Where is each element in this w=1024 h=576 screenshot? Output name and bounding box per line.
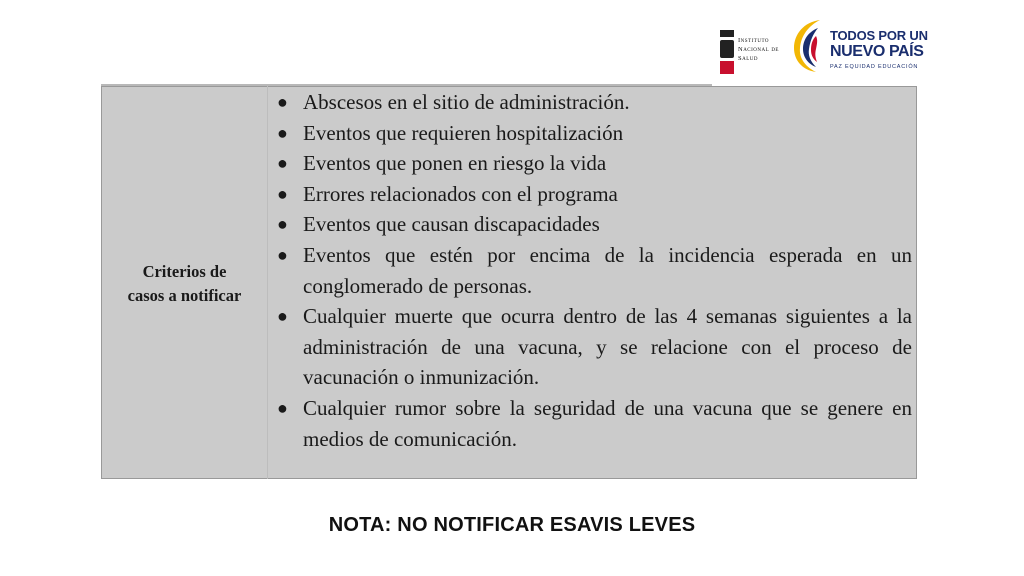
list-item: ● Eventos que ponen en riesgo la vida — [272, 148, 912, 179]
bullet-icon: ● — [277, 397, 288, 418]
criteria-list — [272, 87, 912, 454]
bullet-icon: ● — [277, 153, 288, 174]
list-item: ● Abscesos en el sitio de administración. — [272, 87, 912, 118]
bullet-icon: ● — [277, 122, 288, 143]
logo-line-2: NUEVO PAÍS — [830, 43, 924, 60]
logo-line-1: TODOS POR UN — [830, 28, 928, 43]
list-item: ● Eventos que causan discapacidades — [272, 209, 912, 240]
list-item: ● Eventos que estén por encima de la incidencia esperada en un conglomerado de personas. — [272, 240, 912, 301]
ins-logo-text: Instituto Nacional de Salud — [738, 37, 779, 62]
criteria-label-cell — [101, 260, 268, 308]
label-line-1: Criterios de — [142, 262, 227, 281]
label-line-2: casos a notificar — [127, 286, 242, 305]
bullet-icon: ● — [277, 306, 288, 327]
header-logos — [712, 0, 1024, 88]
bullet-icon: ● — [277, 92, 288, 112]
list-item: ● Cualquier muerte que ocurra dentro de las 4 semanas siguientes a la administración de una vacuna, y se relacione con el proceso de vacunación o inmunización. — [272, 301, 912, 393]
list-item: ● Errores relacionados con el programa — [272, 179, 912, 210]
ins-mark-icon — [720, 30, 734, 74]
bullet-icon: ● — [277, 244, 288, 265]
list-item: ● Eventos que requieren hospitalización — [272, 118, 912, 149]
list-item: ● Cualquier rumor sobre la seguridad de una vacuna que se genere en medios de comunicación. — [272, 393, 912, 454]
bullet-icon: ● — [277, 183, 288, 204]
bullet-icon: ● — [277, 214, 288, 235]
note-text: NOTA: NO NOTIFICAR ESAVIS LEVES — [328, 514, 696, 536]
colombia-swirl-icon — [790, 16, 834, 74]
logo-tagline: PAZ EQUIDAD EDUCACIÓN — [830, 64, 919, 70]
todos-por-un-nuevo-pais-logo — [788, 14, 928, 78]
